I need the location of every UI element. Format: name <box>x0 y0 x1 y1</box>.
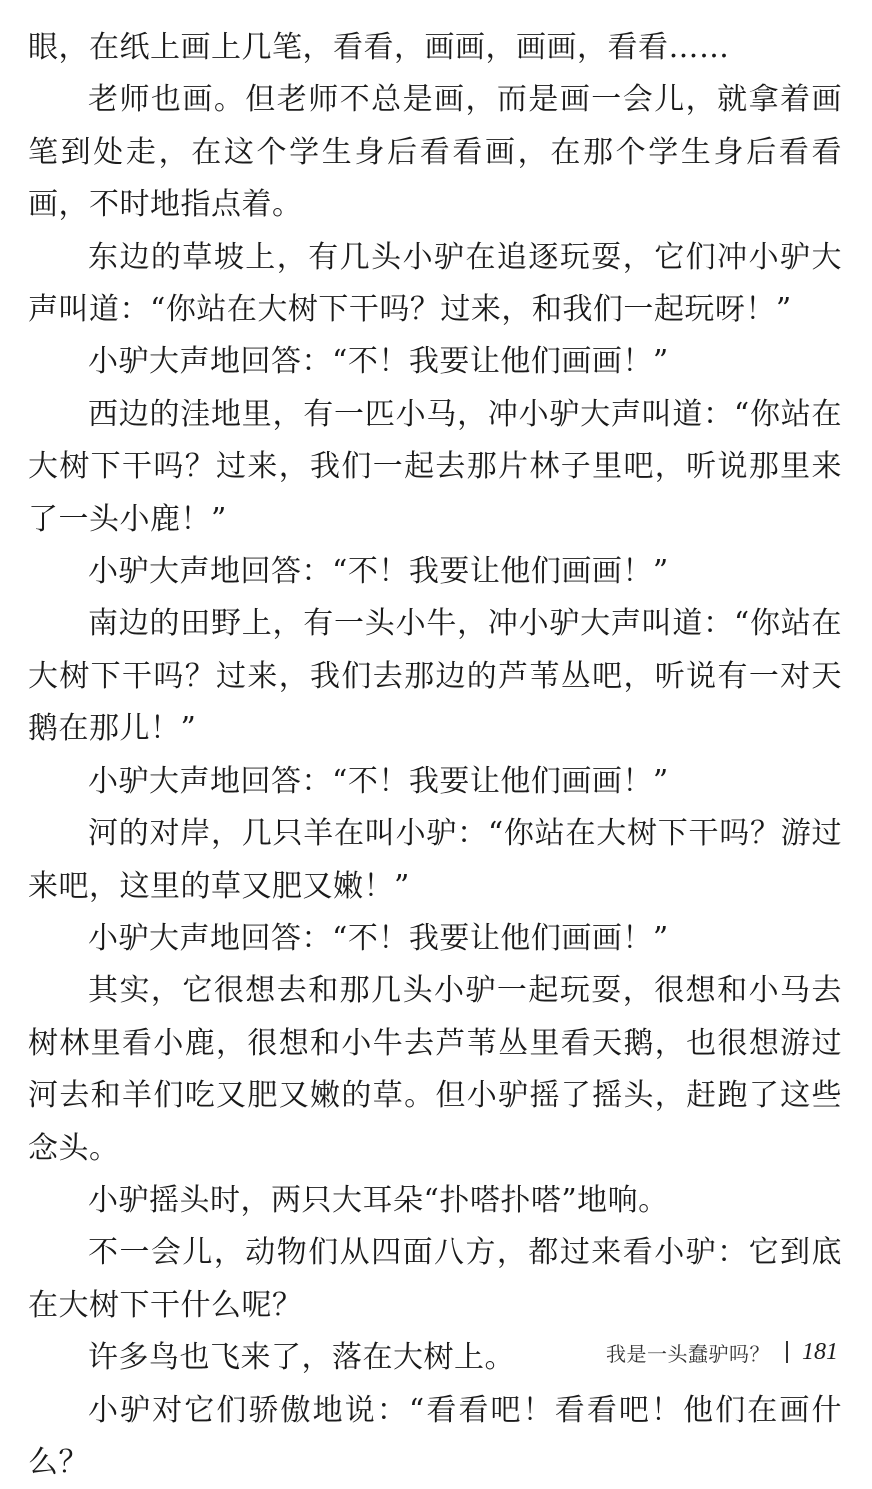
paragraph: 不一会儿，动物们从四面八方，都过来看小驴：它到底在大树下干什么呢？ <box>28 1235 842 1323</box>
footer-divider <box>786 1341 788 1363</box>
paragraph: 南边的田野上，有一头小牛，冲小驴大声叫道：“你站在大树下干吗？过来，我们去那边的芦苇丛吧，听说有一对天鹅在那儿！” <box>28 606 842 747</box>
paragraph: 眼，在纸上画上几笔，看看，画画，画画，看看…… <box>28 30 730 65</box>
page-footer <box>606 1332 838 1372</box>
paragraph: 东边的草坡上，有几头小驴在追逐玩耍，它们冲小驴大声叫道：“你站在大树下干吗？过来，和我们一起玩呀！” <box>28 239 842 328</box>
paragraph: 其实，它很想去和那几头小驴一起玩耍，很想和小马去树林里看小鹿，很想和小牛去芦苇丛里看天鹅，也很想游过河去和羊们吃又肥又嫩的草。但小驴摇了摇头，赶跑了这些念头。 <box>28 973 842 1166</box>
body-text <box>28 22 842 1489</box>
paragraph: 小驴大声地回答：“不！我要让他们画画！” <box>88 344 669 380</box>
paragraph: 西边的洼地里，有一匹小马，冲小驴大声叫道：“你站在大树下干吗？过来，我们一起去那片林子里吧，听说那里来了一头小鹿！” <box>28 396 842 537</box>
paragraph: 小驴大声地回答：“不！我要让他们画画！” <box>88 763 669 799</box>
paragraph: 小驴大声地回答：“不！我要让他们画画！” <box>88 554 669 590</box>
paragraph: 河的对岸，几只羊在叫小驴：“你站在大树下干吗？游过来吧，这里的草又肥又嫩！” <box>28 816 842 904</box>
paragraph: 小驴摇头时，两只大耳朵“扑嗒扑嗒”地响。 <box>88 1182 669 1218</box>
paragraph: 小驴大声地回答：“不！我要让他们画画！” <box>88 920 669 956</box>
running-title: 我是一头蠢驴吗？ <box>606 1341 770 1366</box>
paragraph: 小驴对它们骄傲地说：“看看吧！看看吧！他们在画什么？ <box>28 1392 842 1480</box>
paragraph: 许多鸟也飞来了，落在大树上。 <box>88 1340 515 1376</box>
paragraph: 老师也画。但老师不总是画，而是画一会儿，就拿着画笔到处走，在这个学生身后看看画，在那个学生身后看看画，不时地指点着。 <box>28 82 842 223</box>
page-number: 181 <box>802 1338 838 1365</box>
